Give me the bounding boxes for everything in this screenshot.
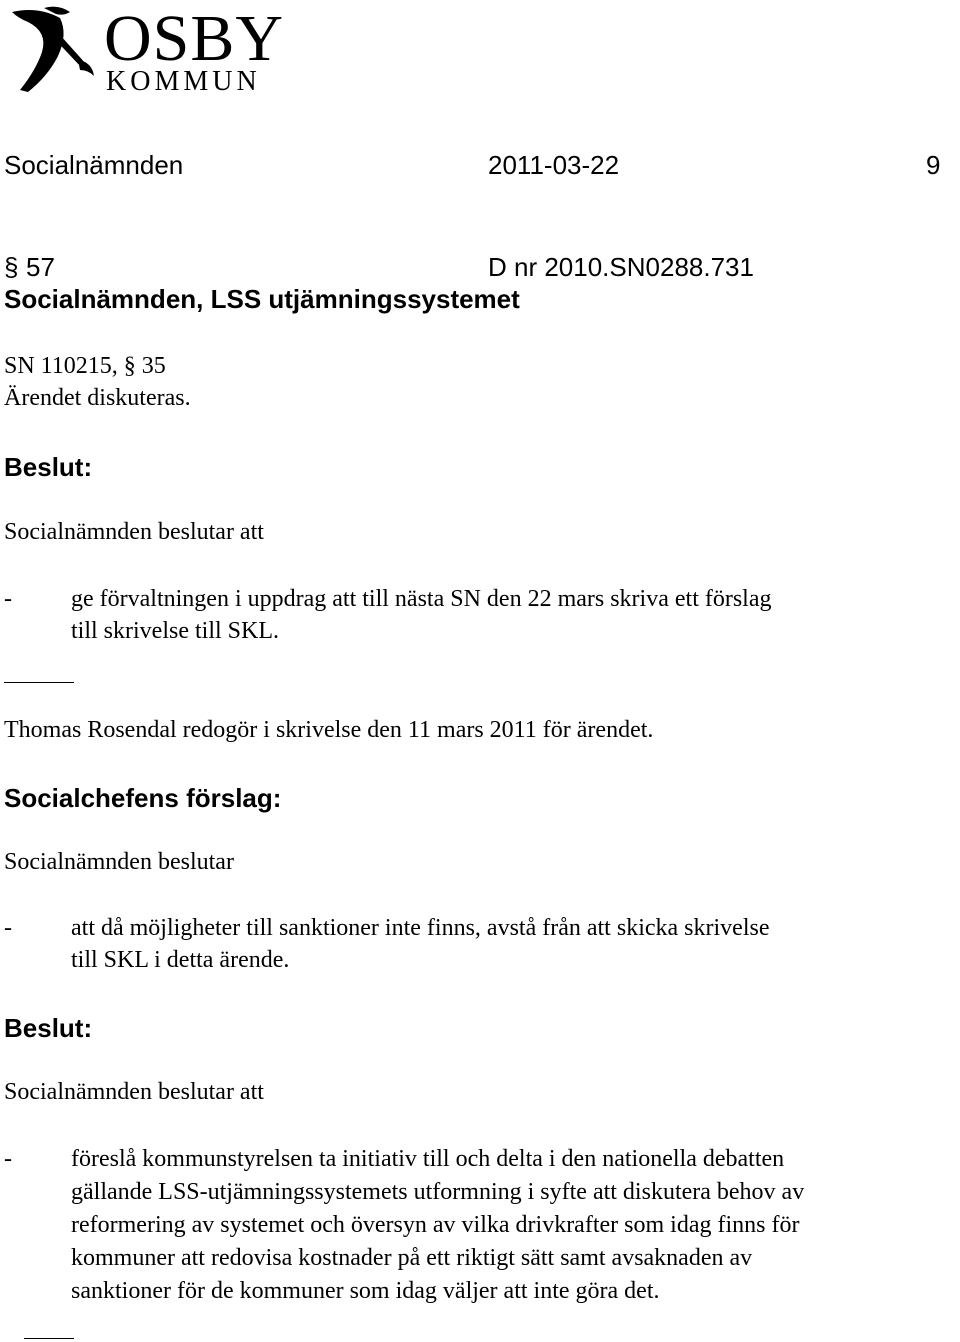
osby-coat-of-arms-icon <box>8 4 98 96</box>
header-committee: Socialnämnden <box>4 150 184 180</box>
paragraph-number: 57 <box>26 252 55 282</box>
decision-item-line: föreslå kommunstyrelsen ta initiativ till och delta i den nationella debatten <box>71 1146 785 1172</box>
decision-intro: Socialnämnden beslutar att <box>4 1079 264 1105</box>
decision-item-line: ge förvaltningen i uppdrag att till nästa SN den 22 mars skriva ett förslag <box>71 586 772 612</box>
discussed-text: Ärendet diskuteras. <box>4 385 191 411</box>
proposal-item-line: att då möjligheter till sanktioner inte finns, avstå från att skicka skrivelse <box>71 915 770 941</box>
proposal-heading: Socialchefens förslag: <box>4 783 282 813</box>
decision-item-line: reformering av systemet och översyn av vilka drivkrafter som idag finns för <box>71 1212 800 1238</box>
list-dash: - <box>4 915 12 941</box>
logo-name: OSBY <box>104 2 285 75</box>
separator-rule <box>24 1338 74 1339</box>
logo-subtitle: KOMMUN <box>106 66 261 97</box>
decision-intro: Socialnämnden beslutar att <box>4 519 264 545</box>
decision-item-line: sanktioner för de kommuner som idag väljer att inte göra det. <box>71 1278 660 1304</box>
list-dash: - <box>4 586 12 612</box>
paragraph-title: Socialnämnden, LSS utjämningssystemet <box>4 284 520 314</box>
proposal-item-line: till SKL i detta ärende. <box>71 947 290 973</box>
decision-item-line: gällande LSS-utjämningssystemets utformning i syfte att diskutera behov av <box>71 1179 805 1205</box>
page-number: 9 <box>926 150 941 180</box>
decision-heading: Beslut: <box>4 1013 93 1043</box>
report-text: Thomas Rosendal redogör i skrivelse den 11 mars 2011 för ärendet. <box>4 717 654 743</box>
decision-heading: Beslut: <box>4 452 93 482</box>
header-date: 2011-03-22 <box>488 150 620 180</box>
reference-text: SN 110215, <box>4 353 118 379</box>
reference-number: 35 <box>141 353 166 379</box>
diary-number: D nr 2010.SN0288.731 <box>488 252 754 282</box>
paragraph-symbol: § <box>4 252 19 282</box>
decision-item-line: kommuner att redovisa kostnader på ett riktigt sätt samt avsaknaden av <box>71 1245 753 1271</box>
proposal-intro: Socialnämnden beslutar <box>4 849 234 875</box>
separator-rule <box>4 682 74 683</box>
reference-symbol: § <box>123 353 136 379</box>
decision-item-line: till skrivelse till SKL. <box>71 618 279 644</box>
list-dash: - <box>4 1146 12 1172</box>
